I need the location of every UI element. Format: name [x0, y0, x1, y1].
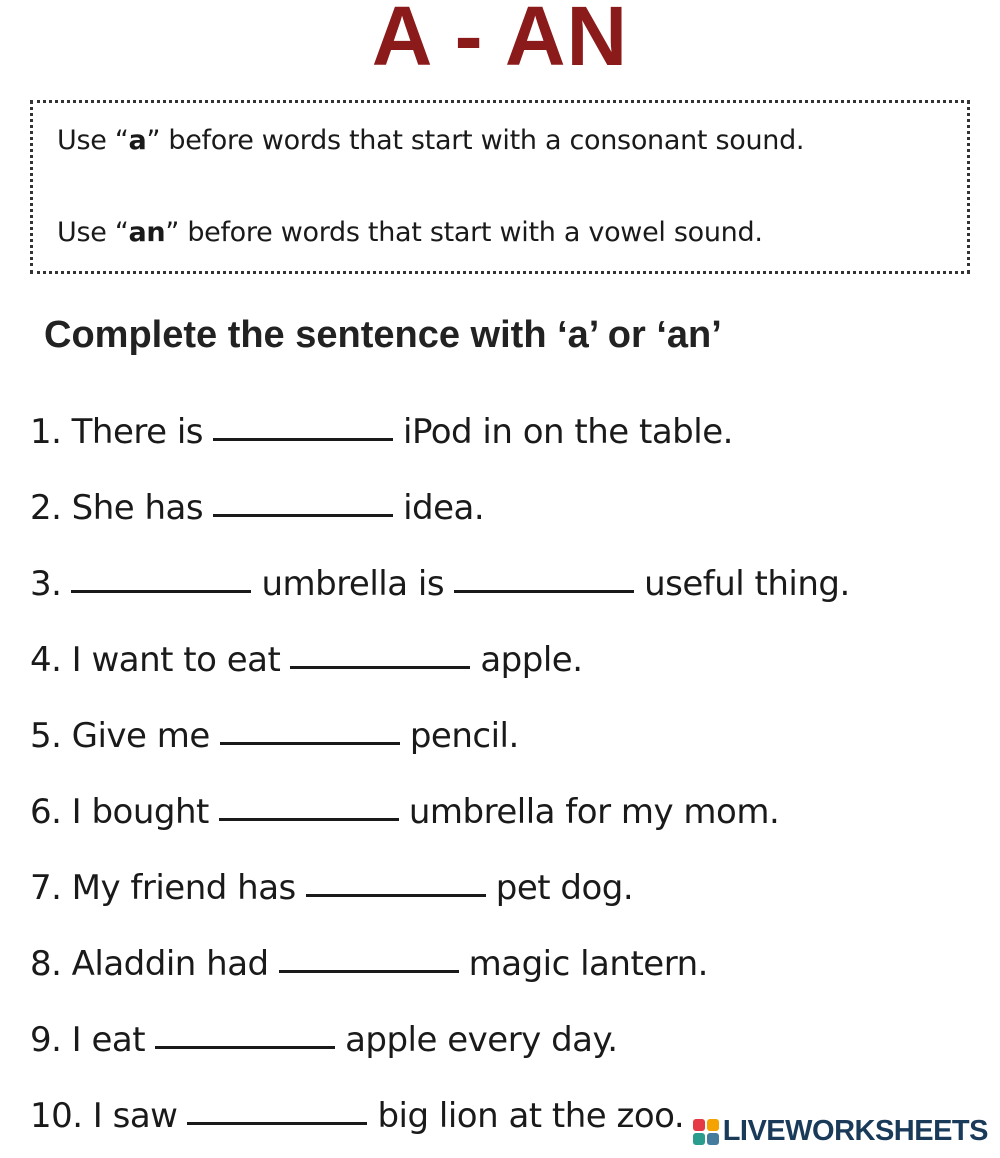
liveworksheets-watermark	[689, 1113, 992, 1150]
logo-square-orange	[707, 1119, 719, 1131]
question-text-middle: umbrella is	[261, 564, 445, 604]
question-number: 4.	[30, 640, 62, 680]
rule-a-word: a	[128, 125, 147, 156]
answer-blank-1[interactable]	[213, 438, 393, 441]
answer-blank-4[interactable]	[290, 666, 470, 669]
answer-blank-7[interactable]	[306, 894, 486, 897]
rule-a-pre: Use “	[57, 125, 129, 156]
question-text-after: apple every day.	[345, 1020, 618, 1060]
question-text-after: pencil.	[409, 716, 519, 756]
answer-blank-3b[interactable]	[454, 590, 634, 593]
question-3	[30, 564, 850, 604]
watermark-text: LIVEWORKSHEETS	[722, 1115, 988, 1147]
question-2	[30, 488, 484, 528]
question-4	[30, 640, 583, 680]
rule-an-pre: Use “	[57, 217, 129, 248]
question-text-after: magic lantern.	[468, 944, 708, 984]
question-text-after: iPod in on the table.	[403, 412, 733, 452]
question-8	[30, 944, 708, 984]
answer-blank-10[interactable]	[187, 1122, 367, 1125]
question-text-after: useful thing.	[644, 564, 850, 604]
question-text-before: Give me	[71, 716, 210, 756]
question-number: 9.	[30, 1020, 62, 1060]
answer-blank-5[interactable]	[220, 742, 400, 745]
question-number: 10.	[30, 1096, 83, 1136]
question-number: 1.	[30, 412, 62, 452]
question-text-before: I want to eat	[71, 640, 281, 680]
question-number: 5.	[30, 716, 62, 756]
question-text-before: Aladdin had	[71, 944, 269, 984]
question-10	[30, 1096, 684, 1136]
answer-blank-9[interactable]	[155, 1046, 335, 1049]
liveworksheets-logo-icon	[693, 1119, 719, 1145]
question-5	[30, 716, 519, 756]
rules-box	[30, 100, 970, 274]
question-number: 8.	[30, 944, 62, 984]
question-number: 7.	[30, 868, 62, 908]
question-7	[30, 868, 633, 908]
answer-blank-8[interactable]	[279, 970, 459, 973]
question-text-before: I saw	[92, 1096, 178, 1136]
answer-blank-6[interactable]	[219, 818, 399, 821]
question-number: 2.	[30, 488, 62, 528]
instruction-heading: Complete the sentence with ‘a’ or ‘an’	[44, 314, 722, 356]
question-text-before: She has	[71, 488, 204, 528]
question-9	[30, 1020, 618, 1060]
answer-blank-2[interactable]	[213, 514, 393, 517]
question-1	[30, 412, 733, 452]
rule-an	[57, 217, 763, 248]
logo-square-blue	[707, 1133, 719, 1145]
question-number: 6.	[30, 792, 62, 832]
answer-blank-3a[interactable]	[71, 590, 251, 593]
logo-square-teal	[693, 1133, 705, 1145]
rule-a-post: ” before words that start with a consonant sound.	[146, 125, 805, 156]
question-text-after: umbrella for my mom.	[408, 792, 780, 832]
page-title: A - AN	[371, 0, 629, 83]
question-text-after: pet dog.	[495, 868, 634, 908]
rule-a	[57, 125, 804, 156]
question-text-after: big lion at the zoo.	[377, 1096, 685, 1136]
question-6	[30, 792, 779, 832]
rule-an-post: ” before words that start with a vowel sound.	[165, 217, 763, 248]
question-text-after: idea.	[403, 488, 485, 528]
question-text-before: I eat	[71, 1020, 146, 1060]
question-number: 3.	[30, 564, 62, 604]
question-text-before: There is	[71, 412, 203, 452]
question-text-before: I bought	[71, 792, 209, 832]
logo-square-red	[693, 1119, 705, 1131]
question-text-after: apple.	[480, 640, 583, 680]
rule-an-word: an	[128, 217, 166, 248]
question-text-before: My friend has	[71, 868, 296, 908]
